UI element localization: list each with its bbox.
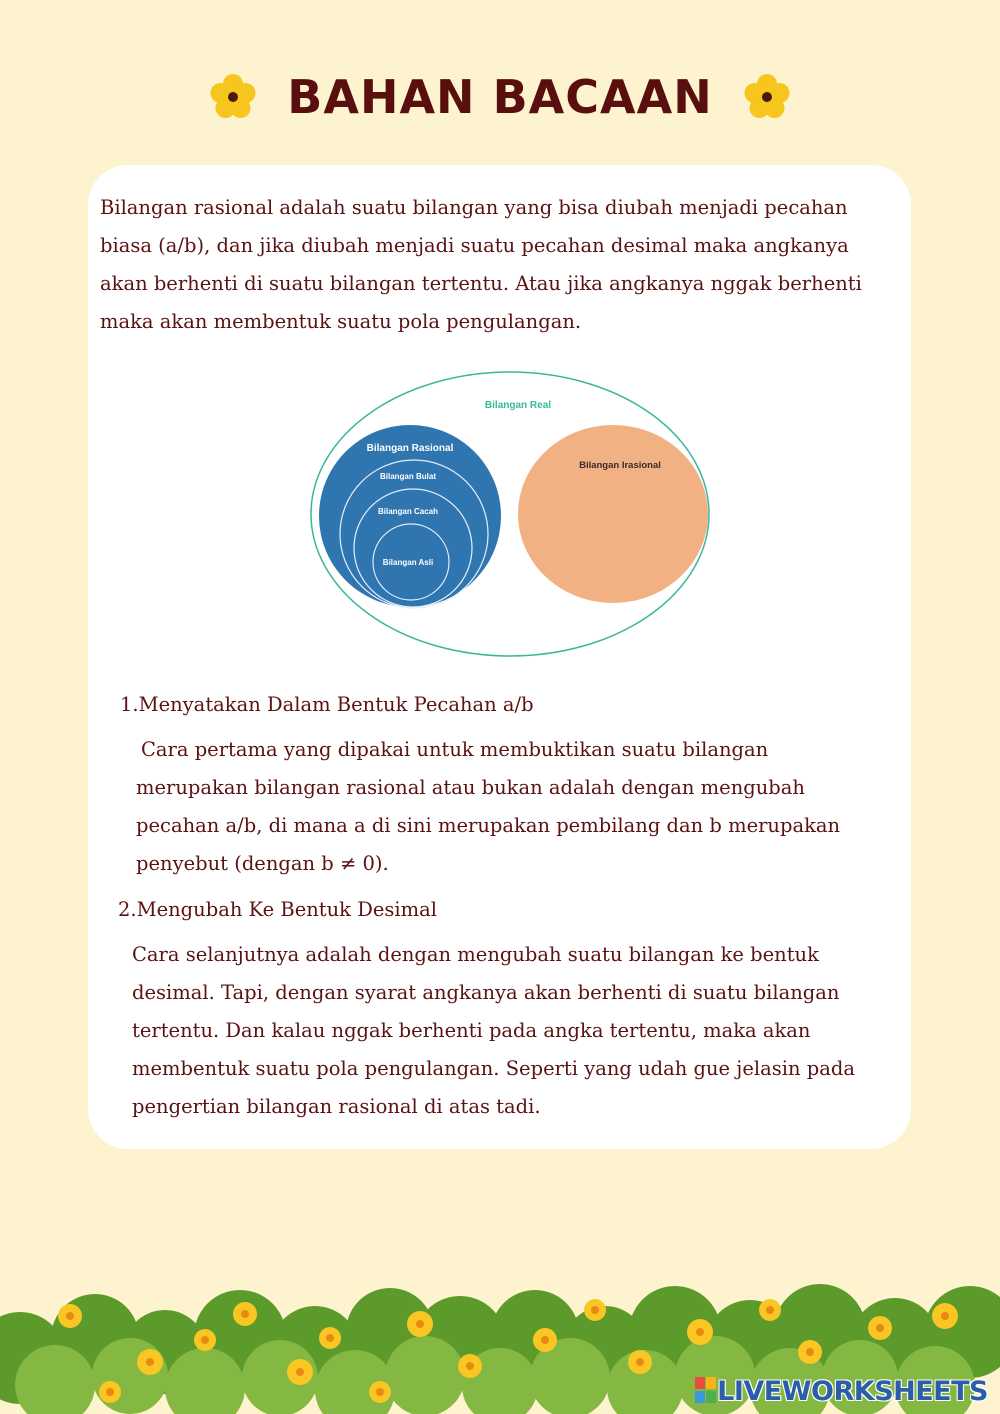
- whole-number-label: Bilangan Cacah: [377, 507, 439, 516]
- page-title: BAHAN BACAAN: [287, 70, 713, 124]
- natural-number-label: Bilangan Asli: [382, 558, 434, 567]
- section-1-body: Cara pertama yang dipakai untuk membuktikan suatu bilangan merupakan bilangan rasional atau bukan adalah dengan mengubah pecahan a/b, di mana a di sini merupakan pembilang dan b merupakan penyebut (dengan b ≠ 0).: [136, 738, 841, 875]
- irrational-number-label: Bilangan Irasional: [579, 460, 661, 471]
- flower-icon: [741, 71, 793, 123]
- liveworksheets-logo-icon: [695, 1377, 717, 1405]
- section-2-body: Cara selanjutnya adalah dengan mengubah suatu bilangan ke bentuk desimal. Tapi, dengan syarat angkanya akan berhenti di suatu bilangan tertentu. Dan kalau nggak berhenti pada angka tertentu, maka akan membentuk suatu pola pengulangan. Seperti yang udah gue jelasin pada pengertian bilangan rasional di atas tadi.: [132, 943, 855, 1118]
- liveworksheets-brand: LIVEWORKSHEETS: [717, 1375, 988, 1407]
- header: [0, 62, 1000, 132]
- integer-label: Bilangan Bulat: [379, 472, 437, 481]
- real-number-label: Bilangan Real: [484, 400, 552, 411]
- liveworksheets-watermark[interactable]: [695, 1374, 988, 1408]
- venn-diagram: [300, 366, 720, 662]
- irrational-number-set: [518, 425, 708, 603]
- section-2-title: 2.Mengubah Ke Bentuk Desimal: [118, 898, 437, 921]
- rational-number-label: Bilangan Rasional: [366, 443, 454, 454]
- intro-paragraph: Bilangan rasional adalah suatu bilangan yang bisa diubah menjadi pecahan biasa (a/b), dan jika diubah menjadi suatu pecahan desimal maka angkanya akan berhenti di suatu bilangan tertentu. Atau jika angkanya nggak berhenti maka akan membentuk suatu pola pengulangan.: [100, 196, 862, 333]
- flower-icon: [207, 71, 259, 123]
- section-1-title: 1.Menyatakan Dalam Bentuk Pecahan a/b: [120, 693, 534, 716]
